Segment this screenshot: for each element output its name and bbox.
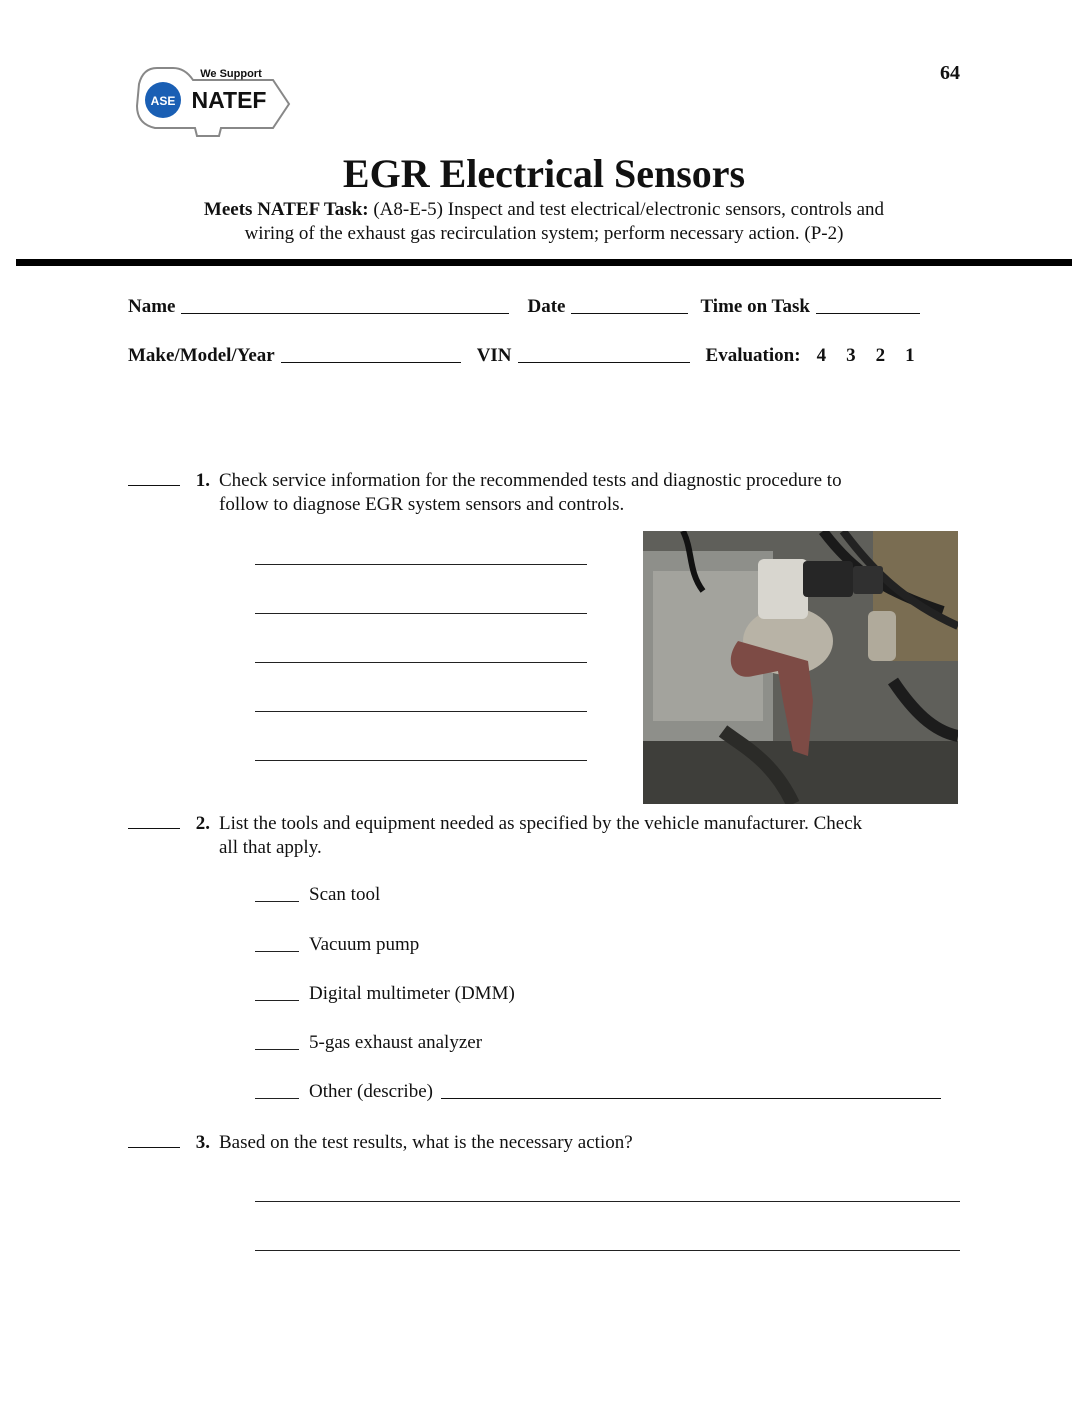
logo-badge-text: ASE [150,94,176,108]
question-1-check-blank[interactable] [128,485,180,486]
vehicle-info-row [128,345,915,367]
task-label: Meets NATEF Task: [203,199,369,220]
question-2-line-2: all that apply. [219,837,322,858]
date-label: Date [527,296,566,317]
task-description [100,198,988,246]
question-3 [128,1131,968,1157]
vin-field[interactable] [518,361,690,363]
question-2-check-blank[interactable] [128,828,180,829]
vin-label: VIN [476,345,512,366]
answer-line[interactable] [255,662,587,663]
question-3-text [219,1131,633,1155]
question-2-line-1: List the tools and equipment needed as specified by the vehicle manufacturer. Check [219,813,863,834]
question-2 [128,812,968,862]
evaluation-score-3[interactable]: 3 [846,345,856,366]
question-3-line-1: Based on the test results, what is the necessary action? [219,1132,633,1153]
tool-option-gas-analyzer [255,1032,482,1054]
logo-top-text: We Support [200,68,262,80]
make-model-year-field[interactable] [281,361,461,363]
answer-line[interactable] [255,613,587,614]
answer-line[interactable] [255,760,587,761]
section-divider [16,259,1072,266]
question-1-line-1: Check service information for the recommended tests and diagnostic procedure to [219,470,842,491]
evaluation-score-1[interactable]: 1 [905,345,915,366]
question-1-number: 1. [195,470,210,491]
question-2-number: 2. [195,813,210,834]
page-number: 64 [940,62,960,84]
question-2-text [219,812,862,860]
tool-option-label: Scan tool [309,884,381,905]
logo-name-text: NATEF [191,87,267,113]
student-info-row [128,296,920,318]
evaluation-label: Evaluation: [705,345,801,366]
answer-line[interactable] [255,711,587,712]
natef-logo [133,62,293,146]
evaluation-score-2[interactable]: 2 [875,345,886,366]
time-on-task-field[interactable] [816,312,920,314]
task-line-1: (A8-E-5) Inspect and test electrical/electronic sensors, controls and [373,199,885,220]
other-describe-field[interactable] [441,1097,941,1099]
egr-valve-photo [643,531,958,804]
answer-line[interactable] [255,1250,960,1251]
question-3-check-blank[interactable] [128,1147,180,1148]
task-line-2: wiring of the exhaust gas recirculation system; perform necessary action. (P-2) [244,223,844,244]
tool-checkbox[interactable] [255,951,299,952]
tool-option-label: 5-gas exhaust analyzer [309,1032,483,1053]
tool-option-label: Other (describe) [309,1081,433,1102]
tool-option-vacuum-pump [255,934,419,956]
tool-option-label: Vacuum pump [309,934,420,955]
answer-line[interactable] [255,1201,960,1202]
name-label: Name [128,296,176,317]
time-on-task-label: Time on Task [700,296,810,317]
question-1-line-2: follow to diagnose EGR system sensors and controls. [219,494,625,515]
tool-option-scan-tool [255,884,380,906]
tool-checkbox[interactable] [255,1098,299,1099]
answer-line[interactable] [255,564,587,565]
tool-option-other [255,1081,941,1103]
make-model-year-label: Make/Model/Year [128,345,275,366]
tool-option-dmm [255,983,515,1005]
evaluation-score-4[interactable]: 4 [816,345,827,366]
name-field[interactable] [181,312,509,314]
tool-checkbox[interactable] [255,1049,299,1050]
date-field[interactable] [571,312,688,314]
page-title: EGR Electrical Sensors [342,151,746,196]
question-1 [128,469,968,519]
tool-checkbox[interactable] [255,1000,299,1001]
tool-checkbox[interactable] [255,901,299,902]
question-3-number: 3. [195,1132,210,1153]
tool-option-label: Digital multimeter (DMM) [309,983,515,1004]
question-1-text [219,469,842,517]
